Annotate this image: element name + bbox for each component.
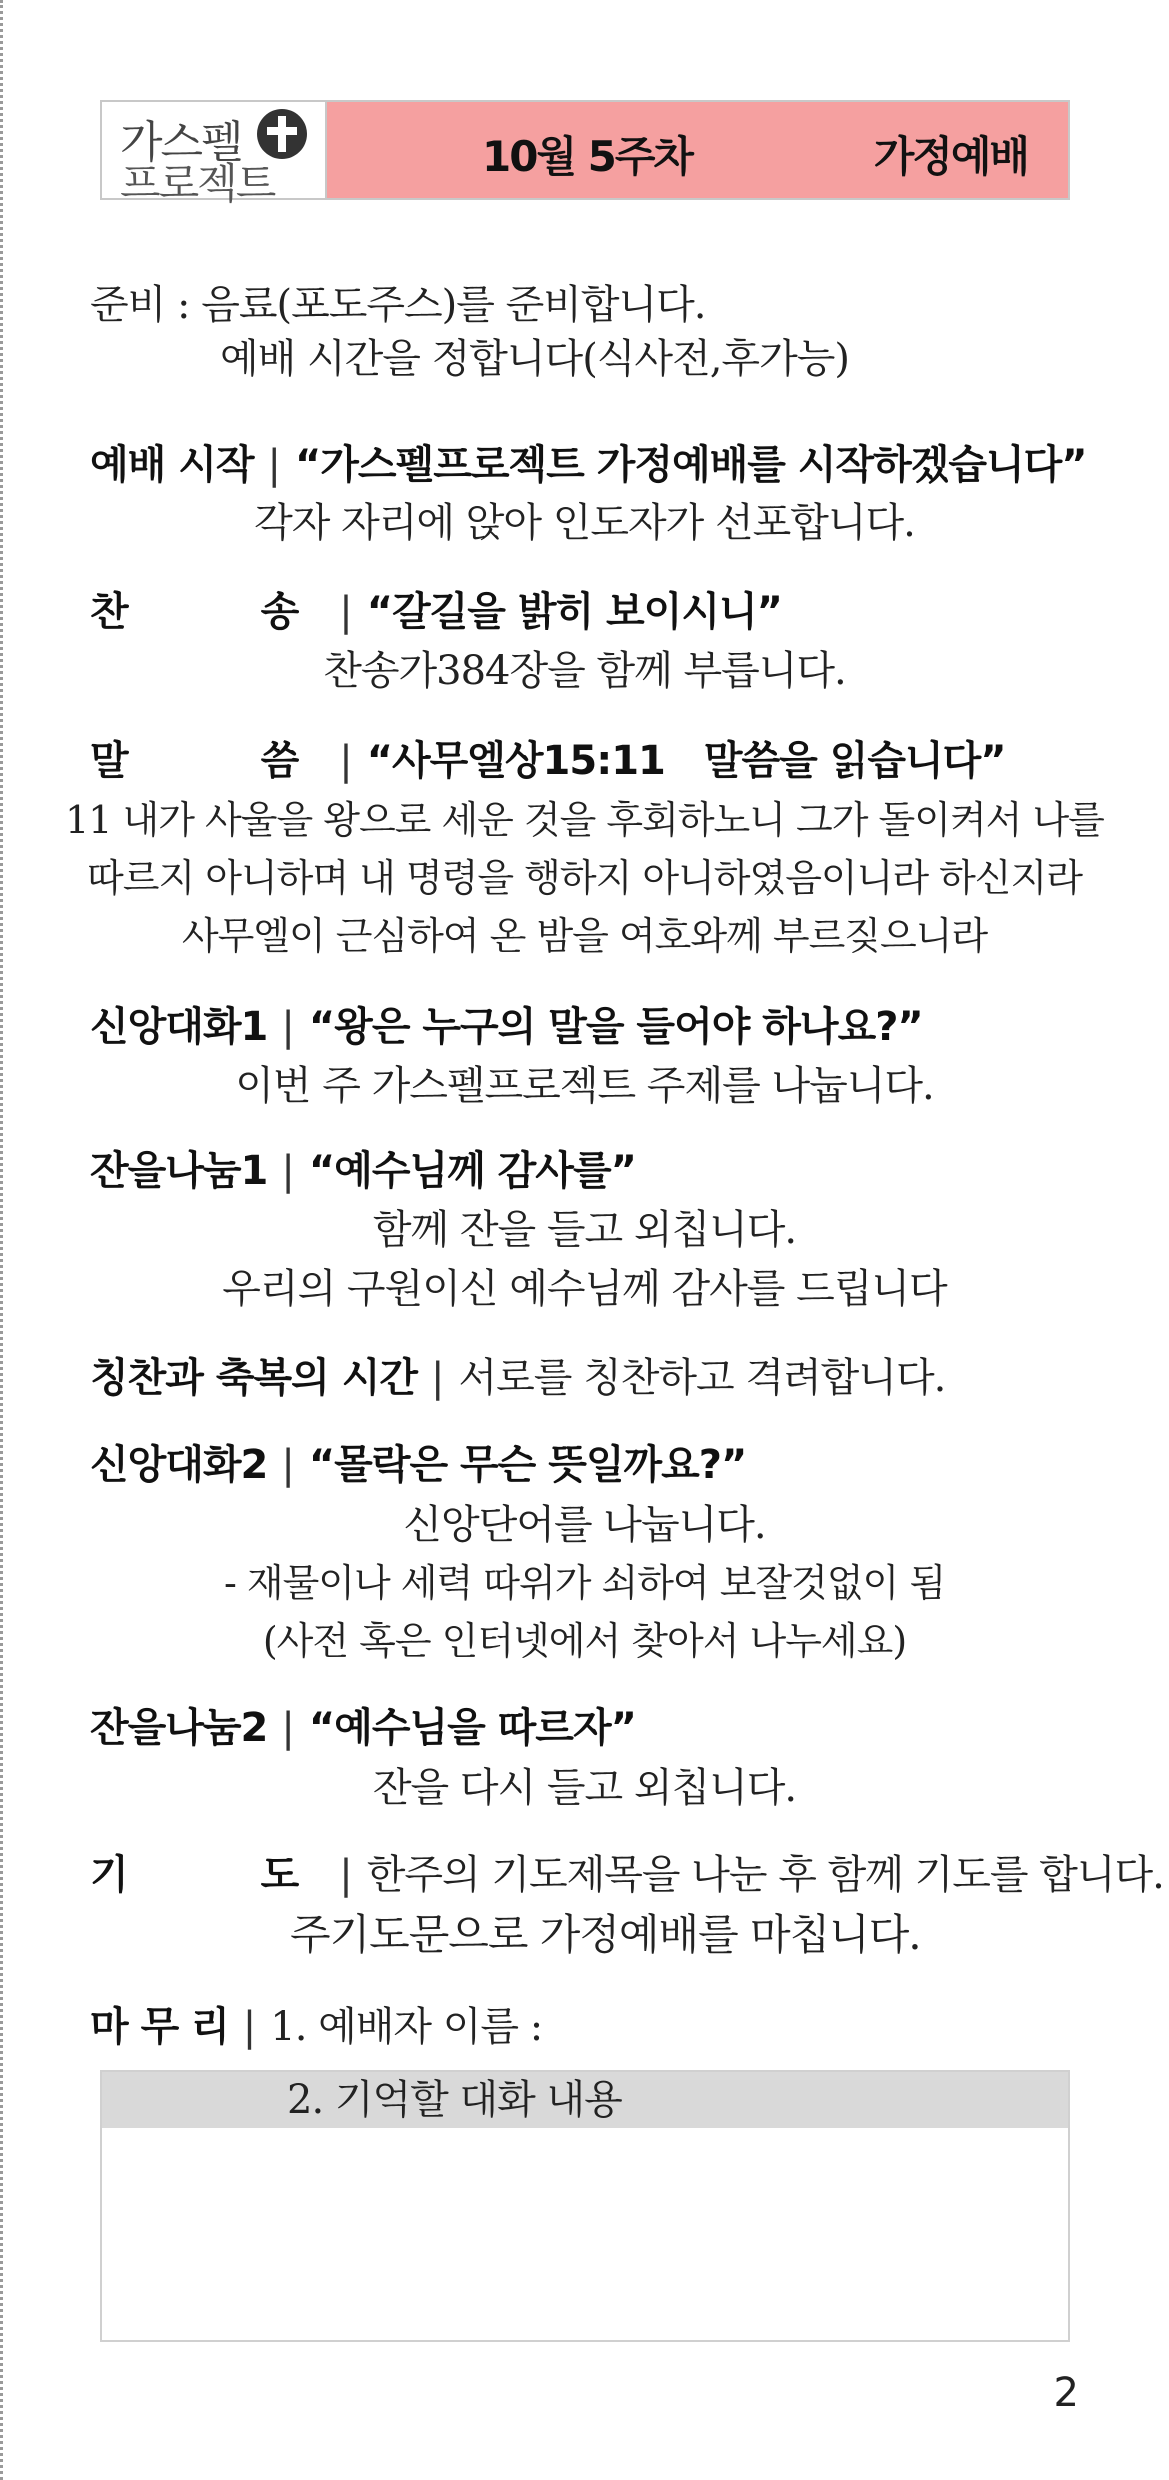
- section-cup1-heading: [90, 1146, 636, 1196]
- scripture-line2: 따르지 아니하며 내 명령을 행하지 아니하였음이니라 하신지라: [87, 856, 1082, 900]
- scripture-line1: 11 내가 사울을 왕으로 세운 것을 후회하노니 그가 돌이켜서 나를: [65, 798, 1104, 842]
- section-word-heading: [90, 736, 1006, 786]
- closing-label: 마 무 리: [90, 2004, 229, 2050]
- praise-label: 칭찬과 축복의 시간: [90, 1355, 417, 1401]
- logo-line1: 가스펠: [120, 117, 242, 168]
- divider-bar: |: [430, 1355, 445, 1401]
- hymn-title: “갈길을 밝히 보이시니”: [366, 589, 782, 635]
- talk1-label: 신앙대화1: [90, 1004, 268, 1050]
- talk2-line2: - 재물이나 세력 따위가 쇠하여 보잘것없이 됨: [223, 1561, 946, 1605]
- cup1-line2: 우리의 구원이신 예수님께 감사를 드립니다: [222, 1266, 947, 1312]
- start-line: 각자 자리에 앉아 인도자가 선포합니다.: [254, 500, 915, 546]
- memo-box[interactable]: [100, 2070, 1070, 2342]
- scripture-line3: 사무엘이 근심하여 온 밤을 여호와께 부르짖으니라: [181, 914, 988, 958]
- word-title: “사무엘상15:11 말씀을 읽습니다”: [366, 738, 1006, 784]
- page-number: 2: [1053, 2370, 1079, 2416]
- divider-bar: |: [267, 442, 281, 488]
- cup2-title: “예수님을 따르자”: [308, 1705, 636, 1751]
- prayer-label: 기 도: [90, 1852, 326, 1898]
- cross-icon: [256, 108, 308, 160]
- memo-header: [102, 2072, 1068, 2128]
- gospel-project-logo: [102, 102, 327, 208]
- section-closing: [90, 2002, 542, 2052]
- word-label: 말 씀: [90, 738, 326, 784]
- divider-bar: |: [339, 1852, 353, 1898]
- header-banner: [100, 100, 1070, 208]
- prayer-text: 한주의 기도제목을 나눈 후 함께 기도를 합니다.: [366, 1852, 1164, 1898]
- talk1-line: 이번 주 가스펠프로젝트 주제를 나눕니다.: [235, 1063, 934, 1109]
- praise-text: 서로를 칭찬하고 격려합니다.: [458, 1355, 946, 1401]
- closing-item1: 1. 예배자 이름 :: [270, 2004, 543, 2050]
- talk2-title: “몰락은 무슨 뜻일까요?”: [308, 1442, 747, 1488]
- talk2-line3: (사전 혹은 인터넷에서 찾아서 나누세요): [262, 1619, 907, 1663]
- prayer-line2: 주기도문으로 가정예배를 마칩니다.: [290, 1910, 921, 1959]
- talk2-line1: 신앙단어를 나눕니다.: [403, 1502, 766, 1548]
- section-praise: [90, 1353, 945, 1403]
- hymn-line: 찬송가384장을 함께 부릅니다.: [323, 648, 846, 694]
- prep-label: 준비 :: [90, 282, 190, 328]
- prep-text2: 예배 시간을 정합니다(식사전,후가능): [220, 336, 849, 382]
- talk1-title: “왕은 누구의 말을 들어야 하나요?”: [308, 1004, 923, 1050]
- prep-text1: 음료(포도주스)를 준비합니다.: [201, 282, 706, 328]
- divider-bar: |: [281, 1148, 295, 1194]
- divider-bar: |: [281, 1004, 295, 1050]
- cup2-label: 잔을나눔2: [90, 1705, 268, 1751]
- divider-bar: |: [339, 589, 353, 635]
- talk2-label: 신앙대화2: [90, 1442, 268, 1488]
- section-talk1-heading: [90, 1002, 923, 1052]
- week-banner: [327, 102, 1068, 198]
- divider-bar: |: [339, 738, 353, 784]
- section-talk2-heading: [90, 1440, 746, 1490]
- cup1-title: “예수님께 감사를”: [308, 1148, 636, 1194]
- divider-bar: |: [281, 1442, 295, 1488]
- week-label: 10월 5주차: [482, 132, 693, 181]
- section-start-heading: [90, 440, 1087, 490]
- closing-item2: 2. 기억할 대화 내용: [287, 2077, 622, 2123]
- start-label: 예배 시작: [90, 442, 254, 488]
- section-cup2-heading: [90, 1703, 636, 1753]
- hymn-label: 찬 송: [90, 589, 326, 635]
- worship-type: 가정예배: [873, 132, 1028, 181]
- divider-bar: |: [281, 1705, 295, 1751]
- divider-bar: |: [242, 2004, 257, 2050]
- cup1-label: 잔을나눔1: [90, 1148, 268, 1194]
- cup2-line: 잔을 다시 들고 외칩니다.: [372, 1765, 797, 1811]
- cup1-line1: 함께 잔을 들고 외칩니다.: [372, 1207, 797, 1253]
- start-title: “가스펠프로젝트 가정예배를 시작하겠습니다”: [294, 442, 1087, 488]
- prep-line1: [90, 280, 706, 330]
- logo-line2: 프로젝트: [120, 159, 275, 208]
- section-hymn-heading: [90, 587, 782, 637]
- section-prayer: [90, 1850, 1164, 1900]
